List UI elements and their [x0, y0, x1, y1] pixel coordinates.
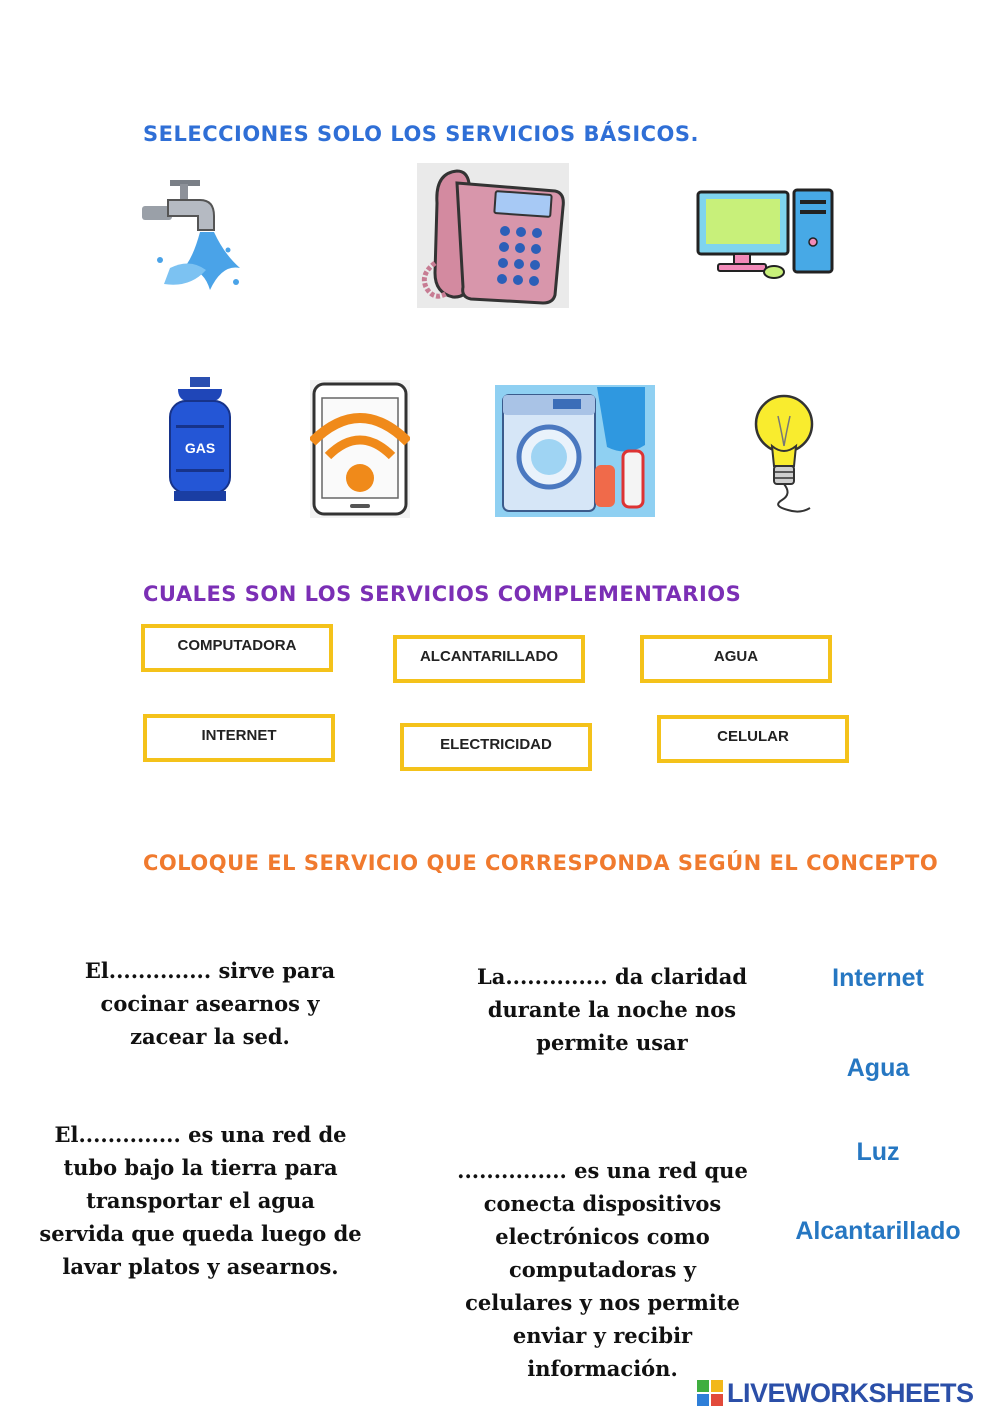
water-faucet-icon[interactable] [140, 172, 250, 302]
heading-complementary: CUALES SON LOS SERVICIOS COMPLEMENTARIOS [143, 582, 742, 606]
option-box-computadora[interactable]: COMPUTADORA [141, 624, 333, 672]
option-box-internet[interactable]: INTERNET [143, 714, 335, 762]
liveworksheets-logo-icon [697, 1380, 723, 1406]
telephone-icon[interactable] [417, 163, 569, 308]
option-box-electricidad[interactable]: ELECTRICIDAD [400, 723, 592, 771]
answer-option-internet[interactable]: Internet [832, 964, 924, 992]
option-box-alcantarillado[interactable]: ALCANTARILLADO [393, 635, 585, 683]
liveworksheets-logo-text: LIVEWORKSHEETS [727, 1377, 974, 1408]
concept-internet: ............... es una red que conecta dispositivos electrónicos como computadoras y celulares y nos permite enviar y recibir información. [457, 1158, 748, 1381]
heading-place-service: COLOQUE EL SERVICIO QUE CORRESPONDA SEGÚN EL CONCEPTO [143, 851, 939, 875]
answer-option-alcantarillado[interactable]: Alcantarillado [795, 1217, 961, 1245]
concept-sewer: El.............. es una red de tubo bajo la tierra para transportar el agua servida que queda luego de lavar platos y asearnos. [39, 1122, 362, 1279]
answer-option-agua[interactable]: Agua [846, 1054, 910, 1082]
light-bulb-icon[interactable] [752, 390, 820, 518]
heading-select-basic: SELECCIONES SOLO LOS SERVICIOS BÁSICOS. [143, 122, 700, 146]
option-box-celular[interactable]: CELULAR [657, 715, 849, 763]
gas-label: GAS [184, 440, 216, 456]
washing-machine-icon[interactable] [495, 385, 655, 517]
tablet-wifi-icon[interactable] [310, 380, 410, 518]
gas-cylinder-icon[interactable] [160, 375, 240, 505]
computer-icon[interactable] [690, 178, 855, 283]
answer-option-luz[interactable]: Luz [856, 1138, 900, 1166]
option-box-agua[interactable]: AGUA [640, 635, 832, 683]
liveworksheets-logo[interactable] [697, 1378, 997, 1408]
concept-light: La.............. da claridad durante la noche nos permite usar [476, 964, 748, 1055]
concept-water: El.............. sirve para cocinar asearnos y zacear la sed. [84, 958, 336, 1049]
